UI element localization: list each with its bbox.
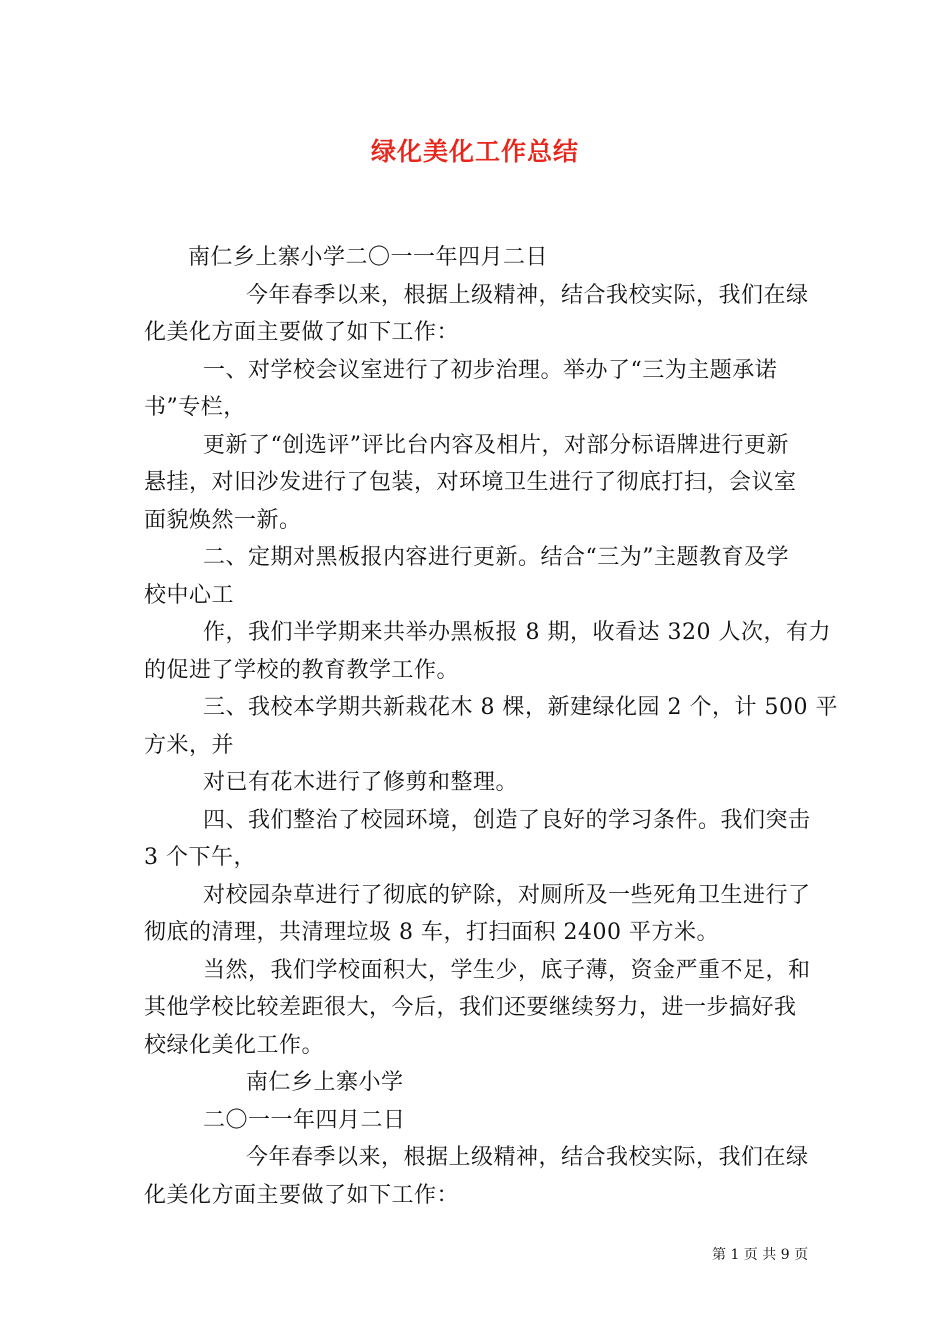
paragraph-line: 四、我们整治了校园环境，创造了良好的学习条件。我们突击: [203, 808, 811, 833]
paragraph-line: 其他学校比较差距很大，今后，我们还要继续努力，进一步搞好我: [144, 995, 797, 1020]
paragraph-line: 面貌焕然一新。: [144, 508, 302, 533]
paragraph-line: 当然，我们学校面积大，学生少，底子薄，资金严重不足，和: [203, 958, 811, 983]
paragraph-line: 对已有花木进行了修剪和整理。: [203, 770, 519, 795]
paragraph-line: 彻底的清理，共清理垃圾 8 车，打扫面积 2400 平方米。: [144, 920, 719, 945]
paragraph-line: 校绿化美化工作。: [144, 1033, 325, 1058]
paragraph-line: 化美化方面主要做了如下工作：: [144, 320, 460, 345]
page-indicator: 第 1 页 共 9 页: [712, 1247, 809, 1263]
document-title: 绿化美化工作总结: [370, 137, 579, 166]
paragraph-line: 3 个下午，: [144, 845, 256, 870]
paragraph-line: 校中心工: [144, 583, 235, 608]
paragraph-line: 今年春季以来，根据上级精神，结合我校实际，我们在绿: [246, 283, 809, 308]
signature-school: 南仁乡上寨小学: [246, 1070, 404, 1095]
school-date-line: 南仁乡上寨小学二〇一一年四月二日: [188, 245, 549, 270]
paragraph-line: 书”专栏，: [144, 395, 246, 420]
paragraph-line: 一、对学校会议室进行了初步治理。举办了“三为主题承诺: [203, 358, 778, 383]
paragraph-line: 悬挂，对旧沙发进行了包装，对环境卫生进行了彻底打扫，会议室: [144, 470, 797, 495]
signature-date: 二〇一一年四月二日: [203, 1108, 406, 1133]
paragraph-line: 对校园杂草进行了彻底的铲除，对厕所及一些死角卫生进行了: [203, 883, 811, 908]
paragraph-line: 三、我校本学期共新栽花木 8 棵，新建绿化园 2 个，计 500 平: [203, 695, 838, 720]
paragraph-line: 二、定期对黑板报内容进行更新。结合“三为”主题教育及学: [203, 545, 789, 570]
paragraph-line: 今年春季以来，根据上级精神，结合我校实际，我们在绿: [246, 1145, 809, 1170]
paragraph-line: 的促进了学校的教育教学工作。: [144, 658, 460, 683]
paragraph-line: 化美化方面主要做了如下工作：: [144, 1183, 460, 1208]
paragraph-line: 更新了“创选评”评比台内容及相片，对部分标语牌进行更新: [203, 433, 789, 458]
paragraph-line: 方米，并: [144, 733, 235, 758]
paragraph-line: 作，我们半学期来共举办黑板报 8 期，收看达 320 人次，有力: [203, 620, 831, 645]
